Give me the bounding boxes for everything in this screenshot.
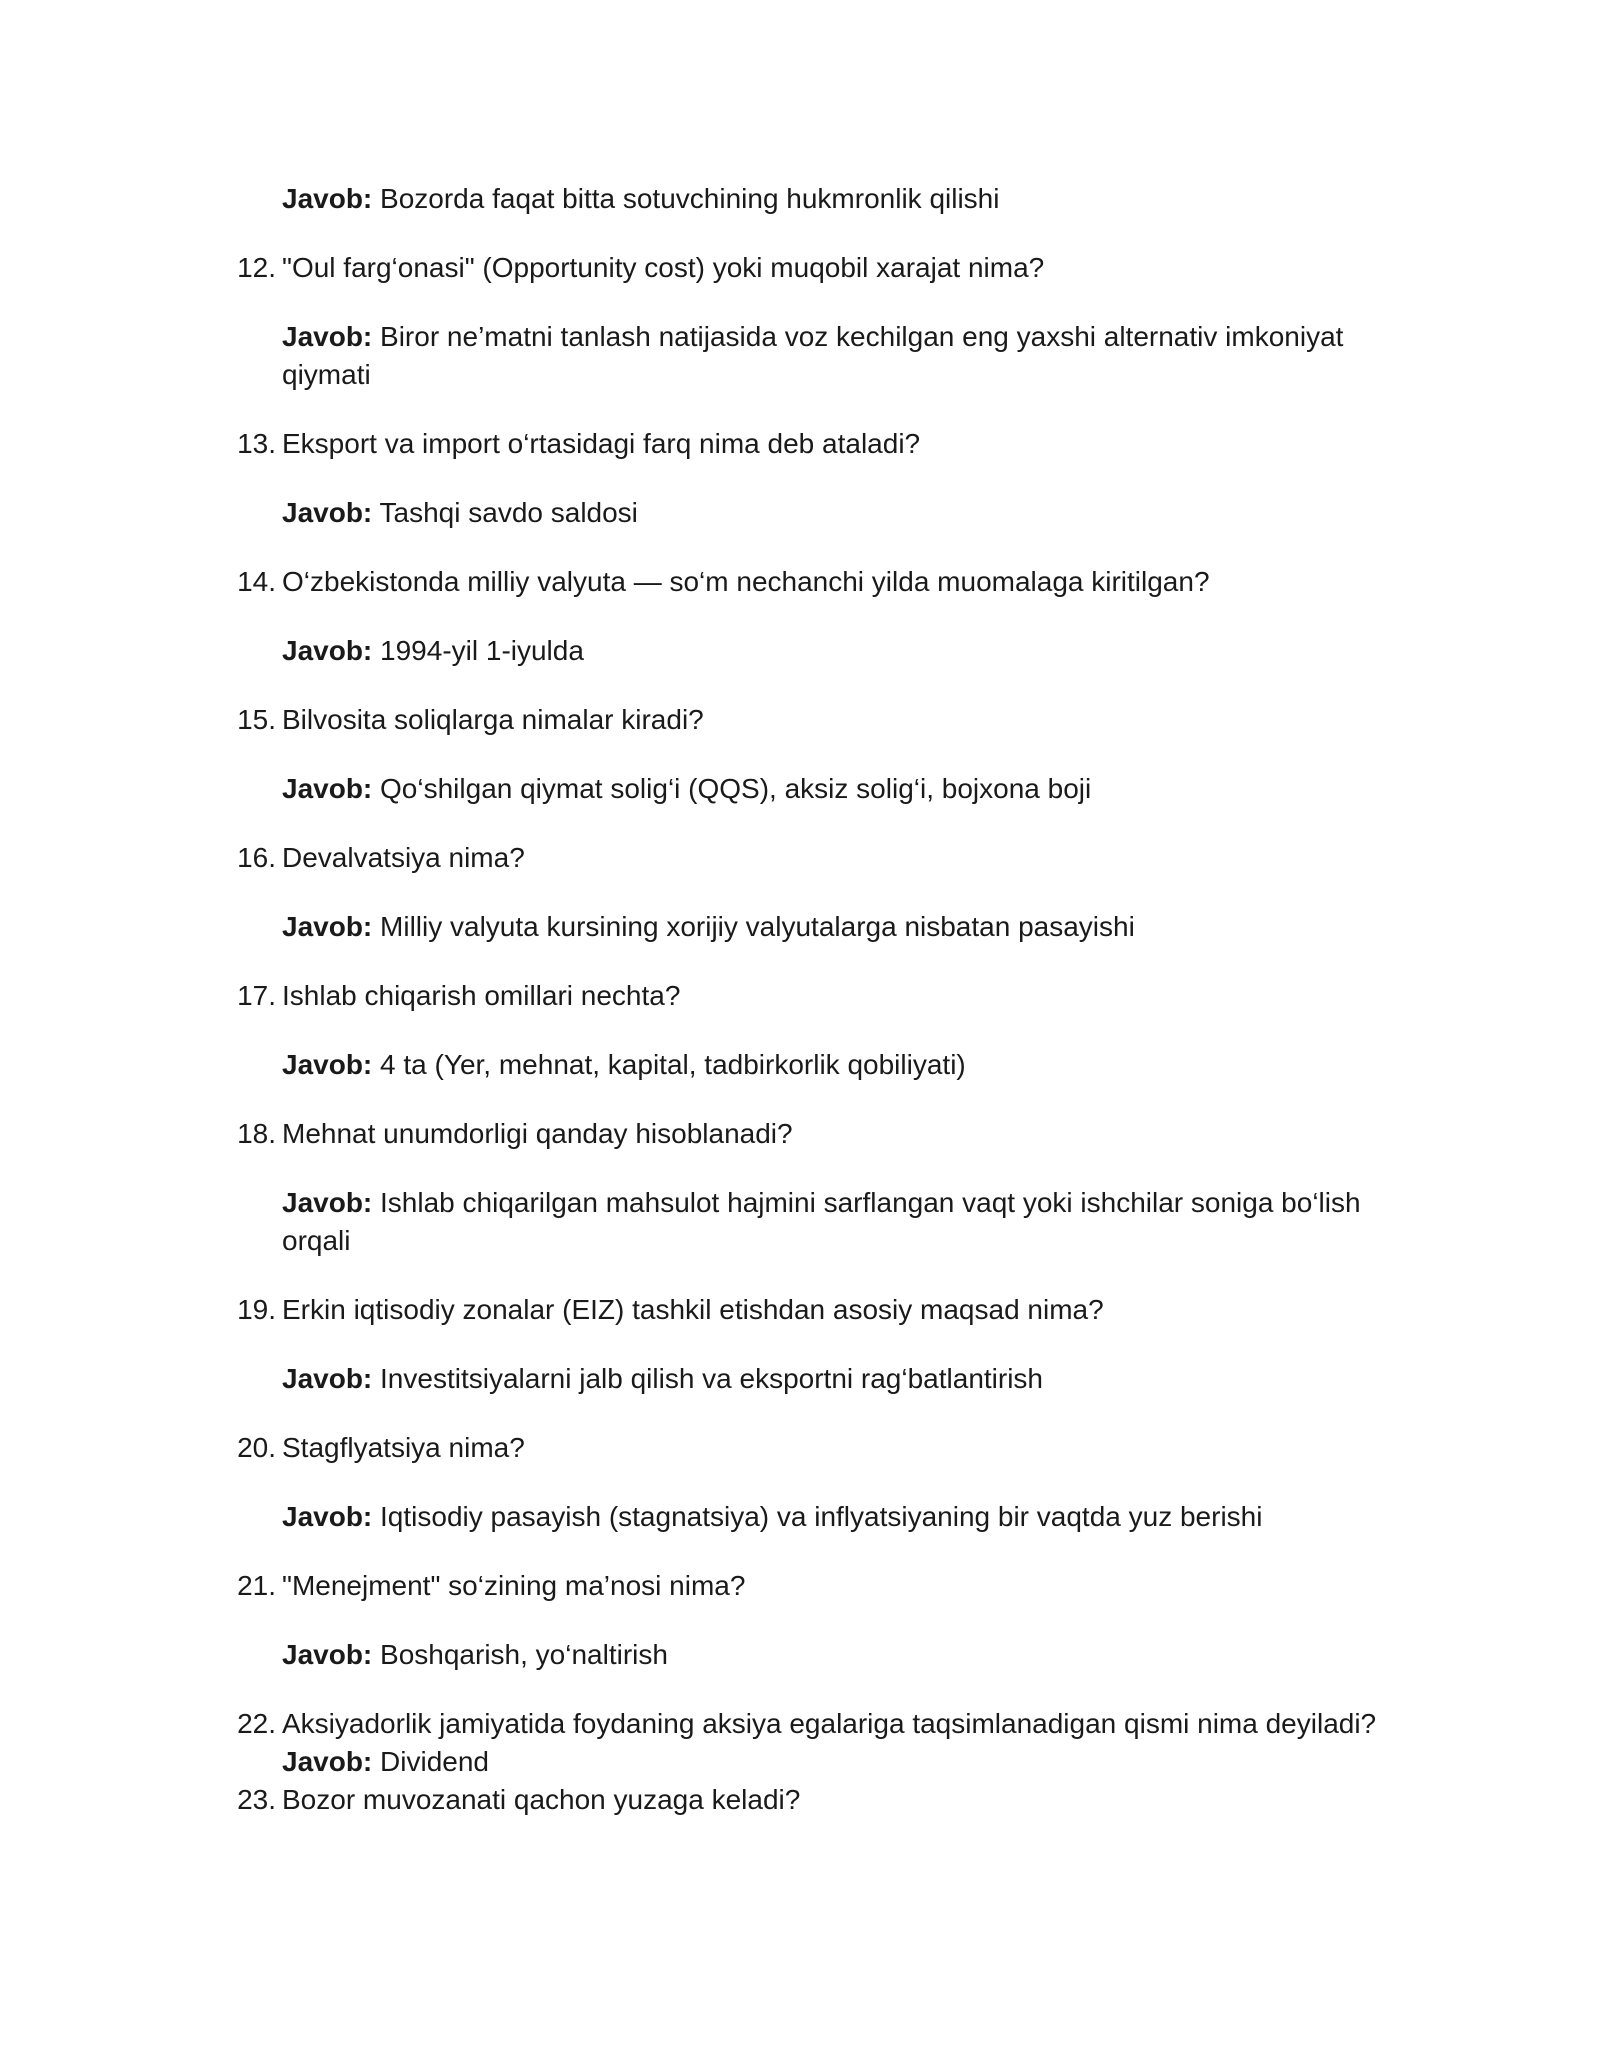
answer-text: Iqtisodiy pasayish (stagnatsiya) va inflyatsiyaning bir vaqtda yuz berishi <box>380 1501 1263 1532</box>
item-number: 12. <box>237 252 276 283</box>
item-number: 16. <box>237 842 276 873</box>
list-item <box>0 563 1600 670</box>
question-text: "Oul farg‘onasi" (Opportunity cost) yoki muqobil xarajat nima? <box>282 252 1045 283</box>
question-text: Aksiyadorlik jamiyatida foydaning aksiya egalariga taqsimlanadigan qismi nima deyiladi? <box>282 1708 1377 1739</box>
question-text: Bilvosita soliqlarga nimalar kiradi? <box>282 704 704 735</box>
item-number: 22. <box>237 1708 276 1739</box>
answer-label: Javob: <box>282 321 373 352</box>
answer-label: Javob: <box>282 1187 373 1218</box>
list-item <box>0 1291 1600 1398</box>
answer-label: Javob: <box>282 773 373 804</box>
answer <box>282 1498 1412 1536</box>
item-number: 23. <box>237 1784 276 1815</box>
list-item <box>0 701 1600 808</box>
question-text: Mehnat unumdorligi qanday hisoblanadi? <box>282 1118 793 1149</box>
answer <box>282 1184 1412 1260</box>
item-number: 17. <box>237 980 276 1011</box>
question-text: Eksport va import o‘rtasidagi farq nima deb ataladi? <box>282 428 921 459</box>
answer-label: Javob: <box>282 183 373 214</box>
answer-text: 4 ta (Yer, mehnat, kapital, tadbirkorlik qobiliyati) <box>380 1049 966 1080</box>
list-item <box>0 1115 1600 1260</box>
question-text: Devalvatsiya nima? <box>282 842 525 873</box>
list-item <box>0 249 1600 394</box>
answer-label: Javob: <box>282 1049 373 1080</box>
answer-text: Tashqi savdo saldosi <box>379 497 638 528</box>
list-item <box>0 425 1600 532</box>
answer-text: Investitsiyalarni jalb qilish va eksportni rag‘batlantirish <box>380 1363 1044 1394</box>
answer-text: Milliy valyuta kursining xorijiy valyutalarga nisbatan pasayishi <box>380 911 1135 942</box>
answer <box>282 494 1412 532</box>
answer <box>282 180 1412 218</box>
answer <box>282 1046 1412 1084</box>
list-item <box>0 1705 1600 1781</box>
answer <box>282 632 1412 670</box>
answer-label: Javob: <box>282 1639 373 1670</box>
answer-label: Javob: <box>282 1501 373 1532</box>
answer-text: Ishlab chiqarilgan mahsulot hajmini sarflangan vaqt yoki ishchilar soniga bo‘lish orqali <box>282 1187 1361 1256</box>
answer <box>282 908 1412 946</box>
answer-label: Javob: <box>282 635 373 666</box>
answer-text: Qo‘shilgan qiymat solig‘i (QQS), aksiz solig‘i, bojxona boji <box>380 773 1092 804</box>
item-number: 19. <box>237 1294 276 1325</box>
list-item <box>0 1567 1600 1674</box>
list-item <box>0 839 1600 946</box>
question-text: O‘zbekistonda milliy valyuta — so‘m nechanchi yilda muomalaga kiritilgan? <box>282 566 1210 597</box>
answer-text: Boshqarish, yo‘naltirish <box>380 1639 668 1670</box>
answer-text: Bozorda faqat bitta sotuvchining hukmronlik qilishi <box>380 183 1000 214</box>
answer-label: Javob: <box>282 1363 373 1394</box>
question-text: Bozor muvozanati qachon yuzaga keladi? <box>282 1784 801 1815</box>
question-text: Ishlab chiqarish omillari nechta? <box>282 980 681 1011</box>
answer-label: Javob: <box>282 1746 373 1777</box>
list-item <box>0 1781 1600 1819</box>
answer-text: Biror ne’matni tanlash natijasida voz kechilgan eng yaxshi alternativ imkoniyat qiymati <box>282 321 1344 390</box>
answer-text: Dividend <box>380 1746 489 1777</box>
answer <box>282 318 1412 394</box>
answer <box>282 1743 1412 1781</box>
question-text: "Menejment" so‘zining ma’nosi nima? <box>282 1570 746 1601</box>
item-number: 14. <box>237 566 276 597</box>
list-item <box>0 977 1600 1084</box>
list-item <box>0 1429 1600 1536</box>
answer-label: Javob: <box>282 911 373 942</box>
answer-text: 1994-yil 1-iyulda <box>380 635 584 666</box>
answer-label: Javob: <box>282 497 373 528</box>
item-number: 18. <box>237 1118 276 1149</box>
answer <box>282 770 1412 808</box>
qa-list <box>0 180 1600 1819</box>
answer <box>282 1636 1412 1674</box>
item-number: 13. <box>237 428 276 459</box>
question-text: Stagflyatsiya nima? <box>282 1432 525 1463</box>
question-text: Erkin iqtisodiy zonalar (EIZ) tashkil etishdan asosiy maqsad nima? <box>282 1294 1104 1325</box>
lead-answer-block <box>0 180 1600 218</box>
item-number: 21. <box>237 1570 276 1601</box>
answer <box>282 1360 1412 1398</box>
item-number: 15. <box>237 704 276 735</box>
item-number: 20. <box>237 1432 276 1463</box>
